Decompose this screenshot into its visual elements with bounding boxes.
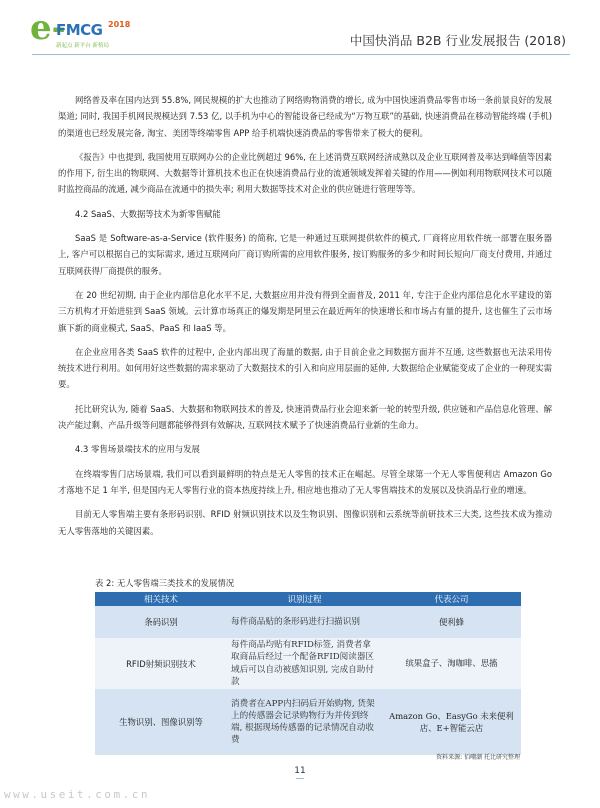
table-cell-company: 便利蜂: [382, 606, 521, 638]
table-row: [95, 689, 521, 755]
efmcg-logo: [30, 8, 140, 56]
table-cell-process: 每件商品贴的条形码进行扫描识别: [227, 606, 382, 638]
table-cell-process: 消费者在APP内扫码后开始购物, 货架上的传感器会记录购物行为并传到终端, 根据现场传感器的记录情况自动收费: [227, 689, 382, 755]
report-title: 中国快消品 B2B 行业发展报告 (2018): [349, 33, 566, 48]
table-cell-technology: 生物识别、图像识别等: [95, 689, 227, 755]
paragraph-saas-data: 在企业应用各类 SaaS 软件的过程中, 企业内部出现了海量的数据, 由于目前企业之间数据方面并不互通, 这些数据也无法采用传统技术进行利用。如何用好这些数据的需求驱动了大数据技术的引入和向应用层面的延伸, 大数据给企业赋能变成了企业的一种现实需要。: [58, 346, 552, 390]
table-cell-process: 每件商品均贴有RFID标签, 消费者拿取商品后经过一个配备RFID阅读器区域后可以自动被感知识别, 完成自助付款: [227, 638, 382, 689]
site-watermark: www.useit.com.cn: [4, 788, 150, 801]
paragraph-retail-tech-types: 目前无人零售端主要有条形码识别、RFID 射频识别技术以及生物识别、图像识别和云系统等前研技术三大类, 这些技术成为推动无人零售落地的关键因素。: [58, 509, 552, 536]
table-header-row: [95, 592, 521, 606]
page-number-underline: [296, 778, 304, 779]
page-number: 11: [294, 766, 306, 776]
column-header-process: 识别过程: [227, 592, 382, 606]
section-heading-4-2: 4.2 SaaS、大数据等技术为新零售赋能: [75, 208, 221, 219]
paragraph-unmanned-retail: 在终端零售门店场景端, 我们可以看到最鲜明的特点是无人零售的技术正在崛起。尽管全球第一个无人零售便利店 Amazon Go 才落地不足 1 年半, 但是国内无人零售行业的资本热度持续上升, 相应地也推动了无人零售端技术的发展以及快消品行业的增速。: [58, 468, 552, 495]
paragraph-tobi-research: 托比研究认为, 随着 SaaS、大数据和物联网技术的普及, 快速消费品行业会迎来新一轮的转型升级, 供应链和产品信息化管理、解决产能过剩、产品升级等问题都能够得到有效解决, 互联网技术赋予了快速消费品行业新的生命力。: [58, 403, 552, 431]
table-source-note: 资料来源: 佰嘲潮 托比研究整理: [436, 754, 520, 761]
page-header: [0, 0, 600, 62]
logo-name: FMCG: [56, 21, 103, 39]
paragraph-saas-history: 在 20 世纪初期, 由于企业内部信息化水平不足, 大数据应用并没有得到全面普及, 2011 年, 专注于企业内部信息化水平建设的第三方机构才开始进驻到 SaaS 领域。云计算市场真正的爆发期是阿里云在最近两年的快速增长和市场占有量的提升, 这也催生了云市场旗下新的商业模式, SaaS、PaaS 和 IaaS 等。: [58, 289, 552, 333]
logo-mark: e-: [30, 8, 66, 48]
table-cell-company: Amazon Go、EasyGo 未来便利店、E+智能云店: [382, 689, 521, 755]
logo-year: 2018: [108, 20, 131, 29]
header-divider: [32, 54, 570, 55]
table-cell-company: 缤果盒子、淘咖啡、思搐: [382, 638, 521, 689]
body-text: [58, 92, 552, 539]
paragraph-enterprise-internet: 《报告》中也提到, 我国使用互联网办公的企业比例超过 96%, 在上述消费互联网经济成熟以及企业互联网普及率达到峰值等因素的作用下, 衍生出的物联网、大数据等计算机技术也正在快速消费品行业的流通领域发挥着关键的作用——例如利用物联网技术可以随时监控商品的流通, 减少商品在流通中的损失率; 利用大数据等技术对企业的供应链进行管理等等。: [58, 151, 552, 195]
table-row: [95, 638, 521, 689]
column-header-company: 代表公司: [382, 592, 521, 606]
column-header-technology: 相关技术: [95, 592, 227, 606]
table-cell-technology: 条码识别: [95, 606, 227, 638]
table-cell-technology: RFID射频识别技术: [95, 638, 227, 689]
paragraph-network-penetration: 网络普及率在国内达到 55.8%, 网民规模的扩大也推动了网络购物消费的增长, 成为中国快速消费品零售市场一条前景良好的发展渠道; 同时, 我国手机网民规模达到 7.53 亿, 以手机为中心的智能设备已经成为“万物互联”的基础, 快速消费品在移动智能终端 (手机) 的渠道也已经发展完备, 淘宝、美团等终端零售 APP 给手机端快速消费品的零售带来了极大的便利。: [58, 95, 552, 138]
table-caption: 表 2: 无人零售端三类技术的发展情况: [95, 578, 235, 588]
logo-tagline: 新起点 新平台 新格局: [56, 43, 109, 49]
section-heading-4-3: 4.3 零售场景端技术的应用与发展: [75, 444, 200, 455]
paragraph-saas-definition: SaaS 是 Software-as-a-Service (软件服务) 的简称, 它是一种通过互联网提供软件的模式, 厂商将应用软件统一部署在服务器上, 客户可以根据自己的实际需求, 通过互联网向厂商订购所需的应用软件服务, 按订购服务的多少和时间长短向厂商支付费用, 并通过互联网获得厂商提供的服务。: [58, 233, 552, 276]
table-row: [95, 606, 521, 638]
retail-tech-table: [95, 592, 521, 755]
